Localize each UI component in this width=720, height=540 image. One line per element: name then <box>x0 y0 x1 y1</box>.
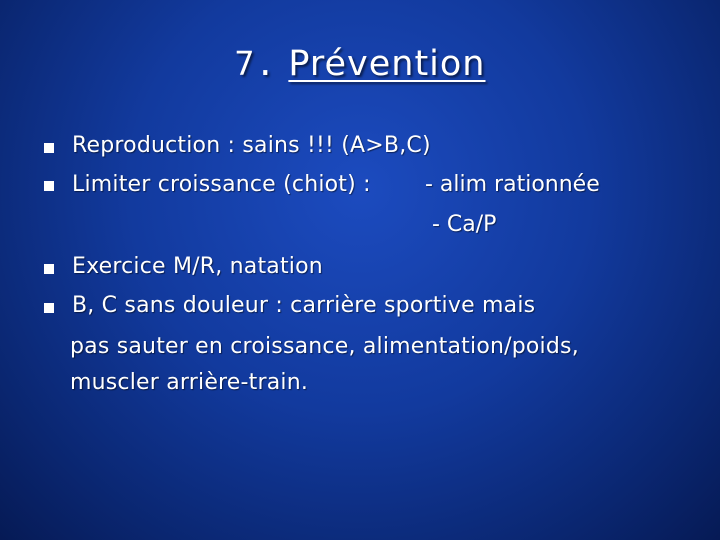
slide-title <box>0 44 720 84</box>
title-word: Prévention <box>288 44 486 84</box>
bullet-continuation-1: pas sauter en croissance, alimentation/poids, <box>70 334 579 359</box>
title-number: 7. <box>234 44 277 83</box>
bullet-text-exercice: Exercice M/R, natation <box>72 254 323 279</box>
bullet-marker <box>44 181 54 191</box>
bullet-marker <box>44 264 54 274</box>
bullet-text-bc: B, C sans douleur : carrière sportive mais <box>72 293 536 318</box>
bullet-marker <box>44 303 54 313</box>
sub-item-ca-p: - Ca/P <box>432 212 497 237</box>
bullet-marker <box>44 143 54 153</box>
bullet-text-reproduction: Reproduction : sains !!! (A>B,C) <box>72 133 431 158</box>
bullet-continuation-2: muscler arrière-train. <box>70 370 309 395</box>
bullet-text-limiter: Limiter croissance (chiot) : <box>72 172 371 197</box>
sub-item-alim: - alim rationnée <box>425 172 600 197</box>
